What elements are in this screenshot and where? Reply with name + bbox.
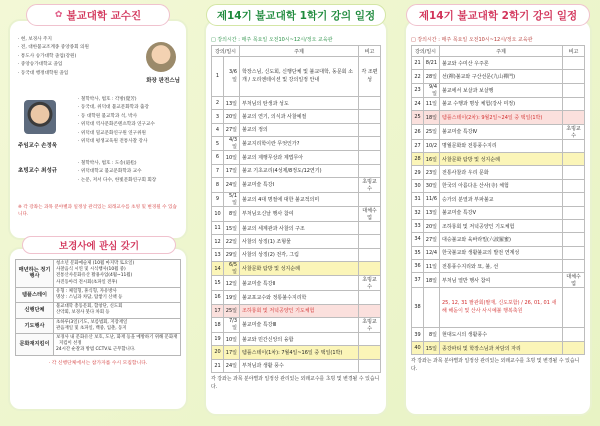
table-row [16, 260, 181, 288]
cell-c: 부처님 열반 행사 참여 [440, 273, 563, 288]
cell-c: 불교포교수와 정통불수지리학 [240, 291, 359, 304]
heritage-line: 유형 : 체험형, 휴식형, 자유방사 [56, 288, 117, 294]
cell-b [359, 304, 381, 317]
table-row [212, 276, 381, 291]
cell-n: 13 [212, 248, 224, 261]
cell-b: 초빙교수 [359, 276, 381, 291]
cell-n: 8 [212, 177, 224, 192]
faculty-caption-2: 주임교수 손정욱 [18, 143, 58, 149]
table-row [412, 341, 585, 354]
col-header-note: 비고 [563, 46, 585, 57]
cell-c: 불교미술 특강Ⅳ [440, 124, 563, 139]
faculty-caption-3: 초빙교수 최성규 [18, 168, 58, 174]
cell-n: 33 [412, 219, 424, 232]
cell-b: 대체수업 [359, 206, 381, 221]
table-header [412, 46, 585, 57]
cell-d: 19일 [224, 291, 240, 304]
heritage-line: 전통산사문화유산 활용사업(4월~11월) [56, 273, 133, 279]
cell-d: 7/3일 [224, 317, 240, 332]
cell-b [563, 57, 585, 70]
cell-d: 24일 [224, 359, 240, 372]
cell-c: 불교의 4대 명절에 대한 불교적의미 [240, 192, 359, 206]
heritage-line: 사진동아리 전시회(초파일 전후) [56, 279, 118, 285]
heritage-line: 청소년 문화예술제 (10월 마지막 토요일) [56, 261, 135, 266]
faculty-line: · 위덕대학교 불교문화학과 교수 [78, 168, 180, 176]
cell-c: 조하룡회 및 저녁공양인 기도체험 [240, 304, 359, 317]
cell-b [563, 111, 585, 124]
cell-d: 18일 [424, 111, 440, 124]
table-row [412, 97, 585, 110]
cell-b: 초빙교수 [563, 124, 585, 139]
cell-b [563, 152, 585, 165]
cell-b [359, 123, 381, 136]
cell-b: 대체수업 [563, 273, 585, 288]
heritage-line: 초하루(3일)기도, 보름법회, 지장재일 [56, 319, 128, 325]
cell-n: 39 [412, 328, 424, 341]
cell-b [563, 328, 585, 341]
table-row [412, 179, 585, 192]
cell-c: 불교의 세계관과 사찰의 구조 [240, 221, 359, 234]
table-row [212, 235, 381, 248]
faculty-1 [18, 36, 180, 96]
table-row [212, 221, 381, 234]
cell-c: 학장스님, 신도회, 신행단체 및 불교대학, 동문회 소개 / 오리엔테이션 및 강의일정 안내 [240, 57, 359, 97]
cell-d: 20일 [224, 110, 240, 123]
cell-n: 24 [412, 97, 424, 110]
faculty-line: · 통도사 승가대학 졸업(강원) [18, 53, 180, 61]
cell-n: 3 [212, 110, 224, 123]
cell-n: 27 [412, 139, 424, 152]
cell-n: 7 [212, 164, 224, 177]
table-row [212, 192, 381, 206]
heritage-value [54, 318, 181, 333]
cell-d: 17일 [224, 346, 240, 359]
table-header [212, 46, 381, 57]
cell-c: 전통사찰과 우리 문화 [440, 166, 563, 179]
cell-d: 8일 [424, 328, 440, 341]
cell-n: 5 [212, 137, 224, 151]
cell-d: 27일 [424, 233, 440, 246]
heritage-line: 불교대학 총동문회, 합창단, 신도회 [56, 304, 123, 310]
table-row [412, 260, 585, 273]
cell-d: 22일 [224, 235, 240, 248]
table-row [212, 177, 381, 192]
cell-d: 15일 [424, 341, 440, 354]
cell-d: 23일 [424, 166, 440, 179]
table-row [412, 152, 585, 165]
cell-d: 10/2 [424, 139, 440, 152]
faculty-line: · 철학박사, 법호 : 도송(道松) [78, 160, 180, 168]
faculty-line: · 동 대학원 불교학과 석, 박사 [78, 113, 180, 121]
cell-d: 11일 [424, 260, 440, 273]
cell-b [563, 193, 585, 206]
cell-c: 승가의 분열과 부파불교 [440, 193, 563, 206]
cell-n: 2 [212, 97, 224, 110]
cell-d: 27일 [224, 123, 240, 136]
heritage-line: 명상 : 스님과 차담, 탑쌓기 산책 등 [56, 295, 123, 301]
faculty-title: ✿ 불교대학 교수진 [26, 4, 170, 26]
heritage-key: 템플스테이 [16, 287, 54, 302]
table-row [212, 317, 381, 332]
faculty-line: · 위덕대 평생교육원 전통사찰 강사 [78, 138, 180, 146]
heritage-line: 사찰음식 시연 및 시식행사(10월 중) [56, 267, 126, 273]
table-row [412, 111, 585, 124]
cell-n: 23 [412, 83, 424, 97]
semester2-table [411, 45, 585, 355]
faculty-3 [18, 160, 180, 194]
semester1-table [211, 45, 381, 373]
heritage-value [54, 303, 181, 318]
table-row [412, 83, 585, 97]
table-row [412, 273, 585, 288]
cell-c: 사찰문화 탐방 및 성지순례 [240, 262, 359, 276]
table-row [412, 139, 585, 152]
semester2-title: 제14기 불교대학 2학기 강의 일정 [406, 4, 590, 26]
heritage-card [8, 247, 188, 411]
table-row [412, 328, 585, 341]
faculty-line: · 논문, 저서 다수, 한빛문화연구회 회장 [78, 177, 180, 185]
cell-b [359, 248, 381, 261]
cell-b [359, 110, 381, 123]
table-row [212, 346, 381, 359]
table-row [212, 137, 381, 151]
cell-c: 템플스테이(1차): 7월4일~16일 중 택일(1박) [240, 346, 359, 359]
cell-d: 10일 [224, 332, 240, 345]
cell-d: 30일 [424, 179, 440, 192]
cell-b [359, 137, 381, 151]
cell-d: 12/4 [424, 246, 440, 259]
faculty-card [8, 19, 188, 240]
semester1-card [204, 19, 388, 416]
cell-b [563, 219, 585, 232]
table-row [212, 291, 381, 304]
heritage-key: 문화재지킴이 [16, 334, 54, 356]
faculty-2 [18, 96, 180, 160]
table-row [212, 304, 381, 317]
cell-n: 11 [212, 221, 224, 234]
col-header-topic: 주제 [440, 46, 563, 57]
cell-d: 3/6일 [224, 57, 240, 97]
table-row [212, 164, 381, 177]
cell-n: 28 [412, 152, 424, 165]
cell-d: 28일 [424, 70, 440, 83]
col-header-note: 비고 [359, 46, 381, 57]
cell-c: 불교의 연기, 의식과 사찰예절 [240, 110, 359, 123]
cell-b [359, 97, 381, 110]
cell-n: 22 [412, 70, 424, 83]
cell-n: 16 [212, 291, 224, 304]
cell-n: 26 [412, 124, 424, 139]
cell-d: 13일 [424, 206, 440, 219]
faculty-line: · 철학박사, 법호 : 각방(覺芳) [78, 96, 180, 104]
table-row [412, 246, 585, 259]
cell-n: 18 [212, 317, 224, 332]
table-row [412, 206, 585, 219]
faculty-line: · 위덕대 밀교문화연구원 연구위원 [78, 130, 180, 138]
cell-b [563, 97, 585, 110]
cell-c: 사찰문화 탐방 및 성지순례 [440, 152, 563, 165]
cell-c: 불교미술 특강Ⅲ [240, 317, 359, 332]
table-row [212, 57, 381, 97]
cell-d: 17일 [224, 164, 240, 177]
table-row [212, 123, 381, 136]
cell-d: 20일 [424, 219, 440, 232]
cell-d: 8/21 [424, 57, 440, 70]
cell-b [563, 139, 585, 152]
heritage-key: 매년하는 정기행사 [16, 260, 54, 288]
cell-n: 1 [212, 57, 224, 97]
cell-d: 8일 [224, 206, 240, 221]
cell-c: 불교미술 특강Ⅴ [440, 206, 563, 219]
heritage-line: 관음재일 및 초파일, 백중, 입춘, 동지 [56, 325, 127, 331]
table-row [212, 332, 381, 345]
table-row [212, 110, 381, 123]
cell-c: 종강파티 및 학장스님과 차담의 자리 [440, 341, 563, 354]
cell-d: 12일 [224, 276, 240, 291]
heritage-value [54, 260, 181, 288]
table-row [412, 233, 585, 246]
cell-n: 37 [412, 273, 424, 288]
heritage-value [54, 334, 181, 356]
semester1-footnote: 각 강좌는 과목 분야별과 일정상 관리있는 외래교수를 초빙 및 변경될 수 있습니다. [211, 376, 380, 390]
cell-c: 명월문화와 전통풍수지리 [440, 139, 563, 152]
faculty-panel [4, 4, 192, 422]
semester2-panel [400, 4, 596, 422]
cell-c: 불교와 민간신앙의 융합 [240, 332, 359, 345]
heritage-line: 24시간 순찰과 방범 CCTV로 근무합니다. [56, 347, 136, 353]
heritage-value [54, 287, 181, 302]
table-row [212, 206, 381, 221]
cell-d: 15일 [224, 221, 240, 234]
cell-b [359, 359, 381, 372]
cell-d [424, 288, 440, 328]
flower-icon: ✿ [54, 10, 63, 20]
cell-c: 템플스테이(2차): 9월2일~24일 중 택일(1박) [440, 111, 563, 124]
table-row [412, 288, 585, 328]
cell-b [359, 346, 381, 359]
cell-b [563, 233, 585, 246]
cell-n: 12 [212, 235, 224, 248]
cell-c: 불교미술 특강Ⅰ [240, 177, 359, 192]
cell-n: 32 [412, 206, 424, 219]
cell-n: 19 [212, 332, 224, 345]
cell-d: 10일 [224, 151, 240, 164]
cell-n: 21 [412, 57, 424, 70]
cell-c: 불교의 정의 [240, 123, 359, 136]
cell-c: 한국불교와 생활불교의 발전 연계성 [440, 246, 563, 259]
cell-b [359, 262, 381, 276]
faculty-note: ※ 각 강좌는 과목 분야별과 일정상 관리있는 외래교수를 초빙 및 변경될 수 있습니다. [18, 205, 177, 218]
col-header-lecture: 강의/일시 [212, 46, 240, 57]
cell-n: 31 [412, 193, 424, 206]
cell-c: 부처님과 생활 풍수 [240, 359, 359, 372]
semester1-period: □ 강의시간 : 매주 목요일 오전10시~12시/정오 교육관 [211, 37, 333, 43]
faculty-photo-1 [146, 42, 176, 72]
faculty-line: · 동국대 행정대학원 졸업 [18, 70, 180, 78]
cell-c: 불교의 제행무상과 제법무아 [240, 151, 359, 164]
faculty-photo-2 [24, 100, 56, 134]
cell-n: 36 [412, 260, 424, 273]
cell-d: 13일 [224, 97, 240, 110]
cell-b [359, 221, 381, 234]
table-row [412, 219, 585, 232]
cell-b [359, 291, 381, 304]
cell-n: 38 [412, 288, 424, 328]
cell-n: 6 [212, 151, 224, 164]
table-row [412, 70, 585, 83]
cell-c: 현대도시의 생활풍수 [440, 328, 563, 341]
cell-d: 6/5일 [224, 262, 240, 276]
table-row [212, 97, 381, 110]
cell-d: 4/3일 [224, 137, 240, 151]
cell-n: 9 [212, 192, 224, 206]
heritage-title: 보경사에 관심 갖기 [22, 236, 176, 254]
cell-c: 조하룡회 및 저녁공양인 기도체험 [440, 219, 563, 232]
faculty-line: · 현, 보경사 주지 [18, 36, 180, 44]
table-row [16, 334, 181, 356]
faculty-caption-1: 화장 판전스님 [146, 78, 180, 84]
cell-n: 4 [212, 123, 224, 136]
cell-n: 34 [412, 233, 424, 246]
cell-d: 29일 [224, 248, 240, 261]
cell-d: 11/6 [424, 193, 440, 206]
cell-c: 불교미술 특강Ⅱ [240, 276, 359, 291]
cell-c: 전통풍수지리와 묘, 불, 선 [440, 260, 563, 273]
cell-d: 24일 [224, 177, 240, 192]
cell-b [563, 246, 585, 259]
cell-c: 불교와 수미산 우주론 [440, 57, 563, 70]
col-header-topic: 주제 [240, 46, 359, 57]
semester2-card [404, 19, 592, 416]
cell-c: 부처님오신날 행사 참여 [240, 206, 359, 221]
cell-n: 40 [412, 341, 424, 354]
cell-d: 5/1일 [224, 192, 240, 206]
cell-d: 25일 [424, 124, 440, 139]
table-row [212, 248, 381, 261]
faculty-line: · 동국대, 위덕대 불교문화학과 출강 [78, 104, 180, 112]
cell-b [359, 235, 381, 248]
col-header-lecture: 강의/일시 [412, 46, 440, 57]
cell-c: 불교 수행과 명상 체험(강사 미정) [440, 97, 563, 110]
heritage-line: 보경사 내 문화유산 보호, 도난, 화재 등을 예방하기 위해 문화재지킴이 선정 [56, 335, 178, 347]
cell-c: 25, 12, 31 팔관회(팔재, 신도포함) / 26, 01, 01 새해 해돋이 및 산사 사시예불 행복축원 [440, 288, 563, 328]
cell-n: 29 [412, 166, 424, 179]
table-row [412, 166, 585, 179]
cell-n: 14 [212, 262, 224, 276]
cell-b [359, 332, 381, 345]
cell-d: 9/4일 [424, 83, 440, 97]
cell-c: 사찰의 상징(1) 조형물 [240, 235, 359, 248]
heritage-line: 산악회, 보경사 붓다 차회 등 [56, 310, 110, 316]
cell-n: 30 [412, 179, 424, 192]
cell-d: 18일 [424, 273, 440, 288]
cell-n: 10 [212, 206, 224, 221]
cell-d: 25일 [224, 304, 240, 317]
cell-d: 11일 [424, 97, 440, 110]
cell-n: 35 [412, 246, 424, 259]
table-row [212, 359, 381, 372]
cell-n: 15 [212, 276, 224, 291]
cell-b: 각 조편성 [359, 57, 381, 97]
heritage-note: · 각 신행단체에서는 참가자를 수시 모집합니다. [48, 360, 148, 366]
cell-b: 초빙교수 [359, 317, 381, 332]
cell-b [563, 83, 585, 97]
cell-n: 20 [212, 346, 224, 359]
table-row [16, 287, 181, 302]
table-row [16, 318, 181, 333]
cell-c: 대승불교와 육바라밀(六波羅蜜) [440, 233, 563, 246]
cell-c: 불교 기초교리(4성제/8정도/12연기) [240, 164, 359, 177]
cell-b [563, 179, 585, 192]
cell-b [359, 151, 381, 164]
faculty-line: · 위덕대 역사문화콘텐츠학과 연구교수 [78, 121, 180, 129]
cell-b [359, 192, 381, 206]
cell-b [563, 288, 585, 328]
faculty-line: · 전, 대한불교조계종 중앙종회 의원 [18, 44, 180, 52]
table-row [16, 303, 181, 318]
cell-c: 불교지리학이란 무엇인가? [240, 137, 359, 151]
cell-c: 불교에서 보살과 보살행 [440, 83, 563, 97]
cell-b [563, 260, 585, 273]
cell-c: 부처님의 탄생과 성도 [240, 97, 359, 110]
heritage-table [15, 259, 181, 356]
cell-b: 초빙교수 [359, 177, 381, 192]
cell-d: 16일 [424, 152, 440, 165]
cell-b [563, 341, 585, 354]
cell-c: 선(禪)불교와 구산선문(九山禪門) [440, 70, 563, 83]
cell-b [563, 166, 585, 179]
cell-c: 사찰의 상징(2) 전각, 그림 [240, 248, 359, 261]
semester2-period: □ 강의시간 : 매주 목요일 오전10시~12시/정오 교육관 [411, 37, 533, 43]
table-row [412, 124, 585, 139]
heritage-key: 기도행사 [16, 318, 54, 333]
faculty-line: · 중앙승가대학교 졸업 [18, 61, 180, 69]
heritage-key: 신행단체 [16, 303, 54, 318]
cell-b [563, 70, 585, 83]
cell-b [359, 164, 381, 177]
semester1-panel [200, 4, 392, 422]
table-row [412, 57, 585, 70]
cell-n: 21 [212, 359, 224, 372]
table-row [212, 151, 381, 164]
semester2-footnote: 각 강좌는 과목 분야별과 일정상 관리있는 외래교수를 초빙 및 변경될 수 있습니다. [411, 358, 580, 372]
cell-n: 17 [212, 304, 224, 317]
cell-b [563, 206, 585, 219]
table-row [412, 193, 585, 206]
table-row [212, 262, 381, 276]
semester1-title: 제14기 불교대학 1학기 강의 일정 [206, 4, 386, 26]
cell-n: 25 [412, 111, 424, 124]
cell-c: 한국의 아름다운 산사(寺) 체험 [440, 179, 563, 192]
